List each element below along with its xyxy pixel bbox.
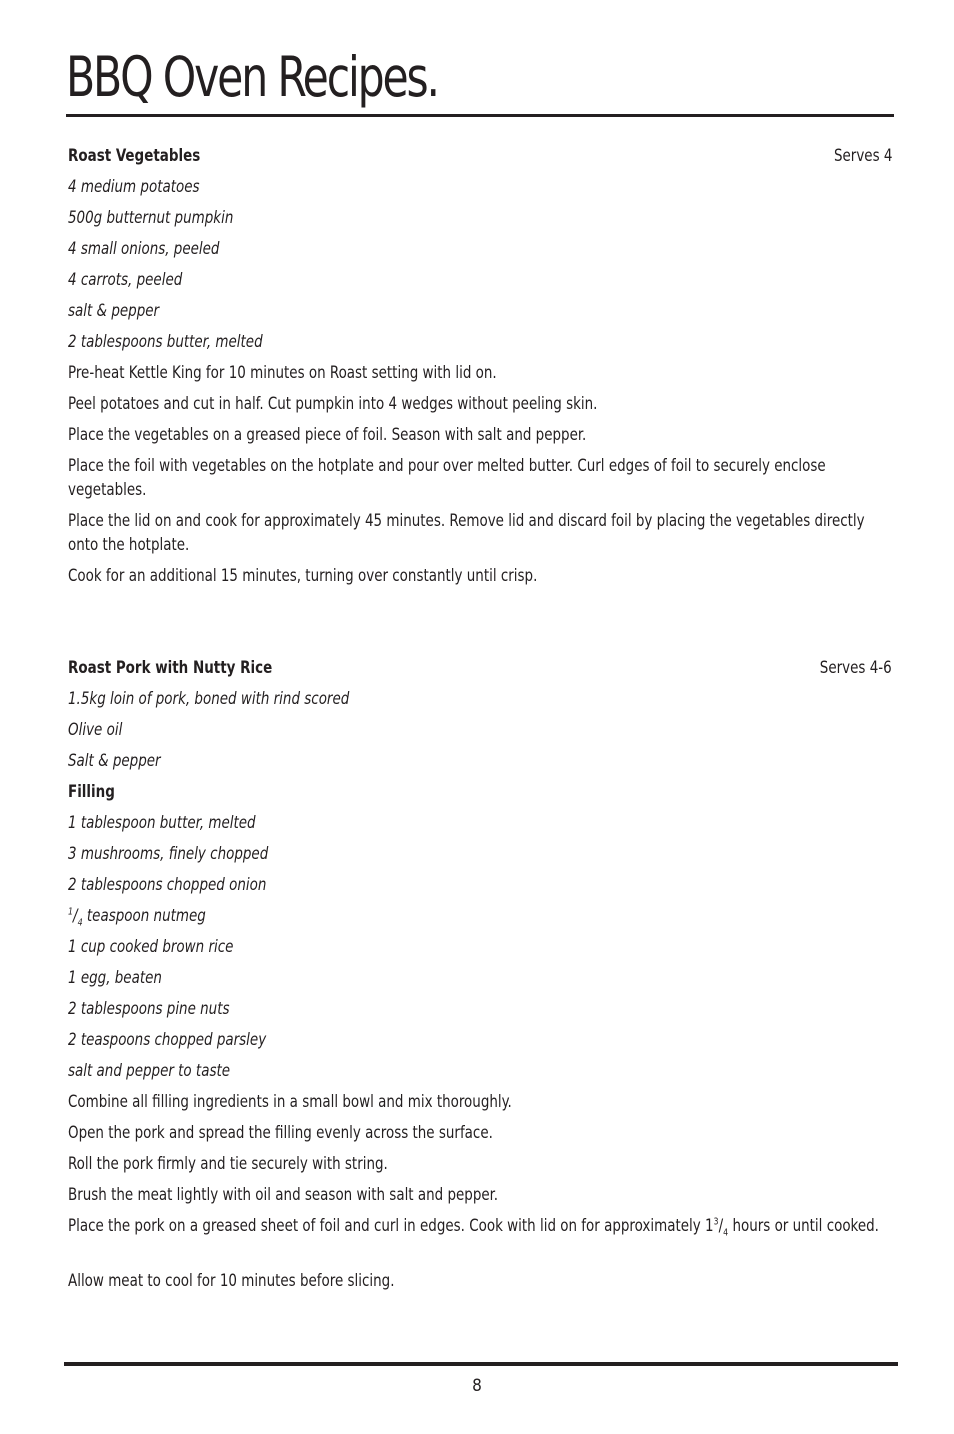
recipe-name: Roast Pork with Nutty Rice xyxy=(68,658,273,678)
ingredient: 500g butternut pumpkin xyxy=(68,208,234,228)
filling-ingredient: salt and pepper to taste xyxy=(68,1061,231,1081)
method-step: Place the vegetables on a greased piece of foil. Season with salt and pepper. xyxy=(68,425,587,445)
ingredient: 1.5kg loin of pork, boned with rind scored xyxy=(68,689,350,709)
page-number: 8 xyxy=(472,1376,482,1396)
method-step: Peel potatoes and cut in half. Cut pumpkin into 4 wedges without peeling skin. xyxy=(68,394,598,414)
fraction-numerator: 3 xyxy=(713,1216,719,1228)
page-title: BBQ Oven Recipes. xyxy=(66,45,438,109)
step-text: Place the pork on a greased sheet of foil and curl in edges. Cook with lid on for approximately 1 xyxy=(68,1216,714,1236)
ingredient: salt & pepper xyxy=(68,301,160,321)
filling-ingredient-text: teaspoon nutmeg xyxy=(86,906,206,926)
recipe-header xyxy=(68,144,894,175)
method-step: Allow meat to cool for 10 minutes before slicing. xyxy=(68,1271,395,1291)
recipe-roast-pork xyxy=(68,656,894,1300)
method-step: Open the pork and spread the filling evenly across the surface. xyxy=(68,1123,493,1143)
recipe-name: Roast Vegetables xyxy=(68,146,201,166)
top-rule xyxy=(66,114,894,117)
method-step: Pre-heat Kettle King for 10 minutes on Roast setting with lid on. xyxy=(68,363,497,383)
filling-ingredient: 2 tablespoons chopped onion xyxy=(68,875,267,895)
filling-ingredient: 1 egg, beaten xyxy=(68,968,162,988)
fraction-denominator: 4 xyxy=(77,917,83,929)
bottom-rule xyxy=(64,1362,898,1366)
serves-label: Serves 4 xyxy=(833,146,892,166)
method-step: Brush the meat lightly with oil and season with salt and pepper. xyxy=(68,1185,499,1205)
method-step: Place the lid on and cook for approximately 45 minutes. Remove lid and discard foil by placing the vegetables directly onto the hotplate. xyxy=(68,511,865,555)
serves-label: Serves 4-6 xyxy=(820,658,892,678)
filling-heading: Filling xyxy=(68,782,115,802)
filling-ingredient: 3 mushrooms, finely chopped xyxy=(68,844,269,864)
recipe-roast-vegetables xyxy=(68,144,894,595)
ingredient: Salt & pepper xyxy=(68,751,161,771)
ingredient: 4 carrots, peeled xyxy=(68,270,183,290)
filling-ingredient: 1 tablespoon butter, melted xyxy=(68,813,256,833)
ingredient: 4 medium potatoes xyxy=(68,177,200,197)
step-text: hours or until cooked. xyxy=(728,1216,879,1236)
method-step: Cook for an additional 15 minutes, turning over constantly until crisp. xyxy=(68,566,538,586)
fraction-numerator: 1 xyxy=(68,906,74,918)
filling-ingredient: 2 tablespoons pine nuts xyxy=(68,999,230,1019)
method-step: Combine all filling ingredients in a small bowl and mix thoroughly. xyxy=(68,1092,512,1112)
ingredient: Olive oil xyxy=(68,720,123,740)
method-step: Place the foil with vegetables on the hotplate and pour over melted butter. Curl edges of foil to securely enclose vegetables. xyxy=(68,456,826,500)
fraction-denominator: 4 xyxy=(723,1227,729,1239)
ingredient: 2 tablespoons butter, melted xyxy=(68,332,263,352)
method-step: Place the pork on a greased sheet of foil and curl in edges. Cook with lid on for approximately $1^3/_4$ hours or until cooked. xyxy=(68,1216,879,1239)
filling-ingredient: $^1/_4$ teaspoon nutmeg xyxy=(68,906,206,929)
method-step: Roll the pork firmly and tie securely with string. xyxy=(68,1154,388,1174)
ingredient: 4 small onions, peeled xyxy=(68,239,220,259)
filling-ingredient: 1 cup cooked brown rice xyxy=(68,937,234,957)
filling-ingredient: 2 teaspoons chopped parsley xyxy=(68,1030,267,1050)
recipe-header xyxy=(68,656,894,687)
